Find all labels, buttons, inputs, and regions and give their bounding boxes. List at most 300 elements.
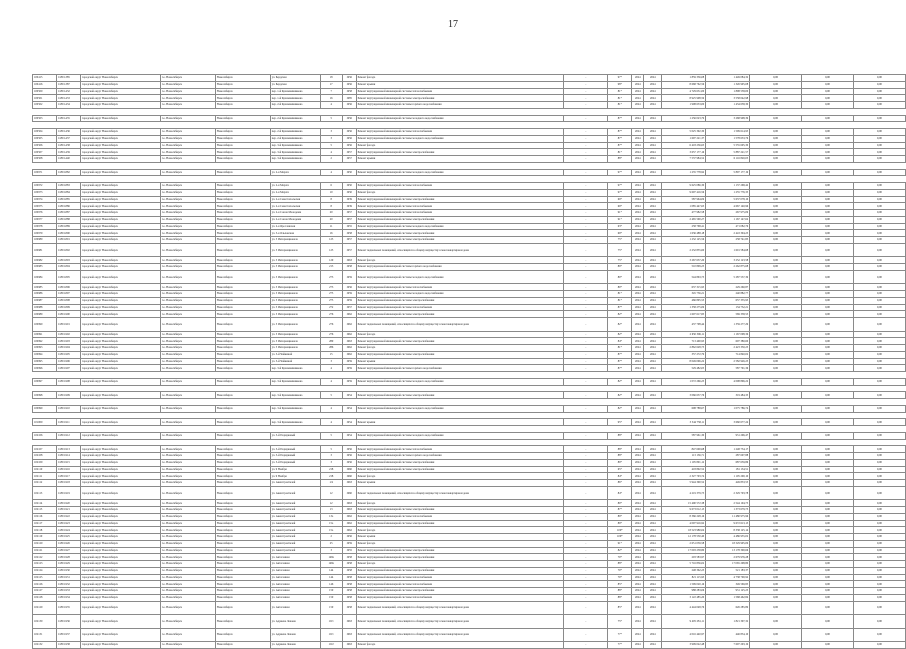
- col-dash: -: [564, 230, 608, 237]
- col-fund-2: 0,00: [802, 95, 854, 102]
- col-dash: -: [564, 203, 608, 210]
- col-code: 11891.904: [56, 345, 80, 352]
- col-house: 18: [320, 75, 342, 82]
- col-work-type: Ремонт подвальных помещений, относящихся к общему имуществу в многоквартирном доме: [356, 486, 564, 500]
- table-row: [33, 581, 906, 588]
- col-fund-1: 0,00: [750, 88, 802, 95]
- col-locality: Новосибирск: [215, 81, 270, 88]
- col-plan-start: 2024: [632, 102, 644, 109]
- col-street: ул. Авиастроителей: [270, 500, 320, 507]
- col-house: 10/2: [320, 642, 342, 649]
- col-work-type: Ремонт внутридомовой инженерной системы электроснабжения: [356, 547, 564, 554]
- col-dash: -: [564, 284, 608, 291]
- col-house: 5: [320, 115, 342, 122]
- col-wear: 69*: [608, 230, 632, 237]
- col-amount: 3 252 123,58: [706, 257, 750, 264]
- col-municipality: городской округ Новосибирск: [80, 513, 160, 520]
- col-plan-end: 2024: [644, 547, 662, 554]
- col-amount: 240 882,77: [706, 291, 750, 298]
- col-code: 11891.882: [56, 169, 80, 176]
- col-street: ул. Авиастроителей: [270, 540, 320, 547]
- col-cost: 17 093 258,80: [662, 547, 706, 554]
- table-row: [33, 115, 906, 122]
- col-plan-start: 2024: [632, 432, 644, 439]
- col-house: 218: [320, 473, 342, 480]
- col-municipality: городской округ Новосибирск: [80, 459, 160, 466]
- col-district: г.о. Новосибирск: [160, 237, 215, 244]
- col-cost: 1 998 633,00: [662, 102, 706, 109]
- table-row: [33, 230, 906, 237]
- col-work-type: Ремонт внутридомовой инженерной системы электроснабжения: [356, 459, 564, 466]
- col-work-type: Ремонт внутридомовой инженерной системы теплоснабжения: [356, 210, 564, 217]
- table-row: [33, 513, 906, 520]
- col-street: ул. 2-я Марата: [270, 183, 320, 190]
- col-id: 100416: [33, 81, 57, 88]
- col-amount: 287 607,88: [706, 453, 750, 460]
- col-wear: 81*: [608, 291, 632, 298]
- col-municipality: городской округ Новосибирск: [80, 102, 160, 109]
- col-cost: 2 862 628,75: [662, 345, 706, 352]
- col-plan-end: 2024: [644, 365, 662, 372]
- col-wear: 85*: [608, 581, 632, 588]
- col-work-type: Ремонт подвальных помещений, относящихся к общему имуществу в многоквартирном доме: [356, 243, 564, 257]
- col-street: ул. 3 Интернационала: [270, 243, 320, 257]
- col-amount: 471 082,76: [706, 223, 750, 230]
- col-dash: -: [564, 513, 608, 520]
- col-work-type: Ремонт внутридомовой инженерной системы холодного водоснабжения: [356, 270, 564, 284]
- col-municipality: городской округ Новосибирск: [80, 419, 160, 426]
- col-amount: 3 558 042,98: [706, 95, 750, 102]
- col-house: 10: [320, 189, 342, 196]
- col-wear: 97*: [608, 75, 632, 82]
- col-fund-3: 0,00: [853, 392, 905, 399]
- col-year: 1963: [342, 615, 356, 629]
- col-amount: 134 732,21: [706, 304, 750, 311]
- col-locality: Новосибирск: [215, 297, 270, 304]
- col-fund-2: 0,00: [802, 102, 854, 109]
- col-dash: -: [564, 156, 608, 163]
- table-row: [33, 129, 906, 136]
- spacer-cell: [33, 385, 906, 392]
- col-amount: 521 183,37: [706, 567, 750, 574]
- col-id: 102116: [33, 513, 57, 520]
- col-plan-end: 2024: [644, 466, 662, 473]
- col-plan-start: 2024: [632, 581, 644, 588]
- table-row: [33, 358, 906, 365]
- col-municipality: городской округ Новосибирск: [80, 284, 160, 291]
- col-amount: 5 897 177,19: [706, 169, 750, 176]
- col-year: 1956: [342, 284, 356, 291]
- col-fund-2: 0,00: [802, 156, 854, 163]
- col-year: 1958: [342, 594, 356, 601]
- col-fund-2: 0,00: [802, 338, 854, 345]
- col-code: 11891.894: [56, 264, 80, 271]
- col-street: пер. 3-й Крашенинникова: [270, 365, 320, 372]
- col-code: 11891.935: [56, 601, 80, 615]
- col-plan-start: 2024: [632, 615, 644, 629]
- col-fund-3: 0,00: [853, 115, 905, 122]
- col-wear: 77*: [608, 642, 632, 649]
- col-id: 100986: [33, 291, 57, 298]
- col-work-type: Ремонт фасада: [356, 142, 564, 149]
- col-cost: 5 716 836,02: [662, 561, 706, 568]
- col-work-type: Ремонт внутридомовой инженерной системы теплоснабжения: [356, 129, 564, 136]
- col-dash: -: [564, 453, 608, 460]
- col-fund-2: 0,00: [802, 284, 854, 291]
- col-plan-start: 2024: [632, 223, 644, 230]
- col-municipality: городской округ Новосибирск: [80, 466, 160, 473]
- col-house: 2: [320, 156, 342, 163]
- col-plan-start: 2024: [632, 243, 644, 257]
- table-row: [33, 291, 906, 298]
- col-street: ул. Адриена Лежена: [270, 615, 320, 629]
- col-fund-1: 0,00: [750, 642, 802, 649]
- col-fund-3: 0,00: [853, 270, 905, 284]
- col-id: 100993: [33, 345, 57, 352]
- col-locality: Новосибирск: [215, 520, 270, 527]
- col-locality: Новосибирск: [215, 196, 270, 203]
- col-municipality: городской округ Новосибирск: [80, 432, 160, 439]
- col-id: 100975: [33, 203, 57, 210]
- col-wear: 81*: [608, 149, 632, 156]
- col-municipality: городской округ Новосибирск: [80, 88, 160, 95]
- col-plan-start: 2024: [632, 331, 644, 338]
- col-plan-end: 2024: [644, 405, 662, 412]
- col-year: 1959: [342, 291, 356, 298]
- col-plan-start: 2024: [632, 196, 644, 203]
- col-district: г.о. Новосибирск: [160, 486, 215, 500]
- col-street: ул. 3 Интернационала: [270, 291, 320, 298]
- col-municipality: городской округ Новосибирск: [80, 81, 160, 88]
- col-cost: 3 122 485,20: [662, 594, 706, 601]
- col-id: 100508: [33, 156, 57, 163]
- col-wear: 81*: [608, 102, 632, 109]
- col-amount: 687 659,86: [706, 459, 750, 466]
- col-plan-start: 2024: [632, 156, 644, 163]
- col-id: 100995: [33, 358, 57, 365]
- col-house: 3: [320, 459, 342, 466]
- col-street: ул. Автогенная: [270, 561, 320, 568]
- col-year: 1958: [342, 88, 356, 95]
- col-fund-2: 0,00: [802, 513, 854, 520]
- col-plan-start: 2024: [632, 453, 644, 460]
- table-row: [33, 270, 906, 284]
- col-fund-1: 0,00: [750, 203, 802, 210]
- col-year: 1959: [342, 297, 356, 304]
- col-fund-2: 0,00: [802, 615, 854, 629]
- col-cost: 1 256 023,79: [662, 115, 706, 122]
- col-fund-1: 0,00: [750, 318, 802, 332]
- col-municipality: городской округ Новосибирск: [80, 169, 160, 176]
- col-code: 11891.929: [56, 561, 80, 568]
- col-street: ул. 3-й Чайкиной: [270, 351, 320, 358]
- col-plan-end: 2024: [644, 534, 662, 541]
- col-work-type: Ремонт внутридомовой инженерной системы электроснабжения: [356, 338, 564, 345]
- col-house: 8: [320, 196, 342, 203]
- col-district: г.о. Новосибирск: [160, 520, 215, 527]
- col-house: 275: [320, 297, 342, 304]
- col-street: ул. 3-й Порядковый: [270, 453, 320, 460]
- col-street: ул. Бердская: [270, 75, 320, 82]
- col-wear: 100*: [608, 534, 632, 541]
- col-house: 1/4: [320, 480, 342, 487]
- col-fund-2: 0,00: [802, 81, 854, 88]
- table-row: [33, 574, 906, 581]
- col-amount: 6 116 820,05: [706, 156, 750, 163]
- col-dash: -: [564, 331, 608, 338]
- table-row: [33, 459, 906, 466]
- col-municipality: городской округ Новосибирск: [80, 338, 160, 345]
- table-row: [33, 419, 906, 426]
- col-id: 100988: [33, 304, 57, 311]
- col-fund-2: 0,00: [802, 88, 854, 95]
- col-wear: 88*: [608, 594, 632, 601]
- col-fund-2: 0,00: [802, 75, 854, 82]
- col-plan-start: 2024: [632, 392, 644, 399]
- col-plan-start: 2024: [632, 270, 644, 284]
- col-fund-3: 0,00: [853, 446, 905, 453]
- col-plan-end: 2024: [644, 561, 662, 568]
- row-spacer: [33, 162, 906, 169]
- col-plan-start: 2024: [632, 446, 644, 453]
- col-work-type: Ремонт внутридомовой инженерной системы теплоснабжения: [356, 304, 564, 311]
- col-amount: 2 423 350,25: [706, 345, 750, 352]
- col-code: 11891.435: [56, 115, 80, 122]
- col-year: 1954: [342, 405, 356, 412]
- col-municipality: городской округ Новосибирск: [80, 230, 160, 237]
- col-locality: Новосибирск: [215, 129, 270, 136]
- col-house: 12: [320, 486, 342, 500]
- col-plan-start: 2024: [632, 520, 644, 527]
- col-amount: 4 667 140,96: [706, 203, 750, 210]
- col-district: г.о. Новосибирск: [160, 297, 215, 304]
- col-work-type: Ремонт внутридомовой инженерной системы электроснабжения: [356, 567, 564, 574]
- col-year: 1956: [342, 135, 356, 142]
- col-plan-end: 2024: [644, 304, 662, 311]
- col-code: 11891.932: [56, 581, 80, 588]
- row-spacer: [33, 439, 906, 446]
- col-locality: Новосибирск: [215, 486, 270, 500]
- col-district: г.о. Новосибирск: [160, 642, 215, 649]
- col-work-type: Ремонт крыши: [356, 358, 564, 365]
- col-fund-2: 0,00: [802, 601, 854, 615]
- col-code: 11891.920: [56, 500, 80, 507]
- col-id: 100982: [33, 257, 57, 264]
- col-year: 1963: [342, 338, 356, 345]
- col-locality: Новосибирск: [215, 358, 270, 365]
- col-dash: -: [564, 642, 608, 649]
- col-wear: 91*: [608, 540, 632, 547]
- col-street: ул. 3 Интернационала: [270, 237, 320, 244]
- col-locality: Новосибирск: [215, 156, 270, 163]
- col-id: 102122: [33, 554, 57, 561]
- col-id: 100994: [33, 351, 57, 358]
- col-work-type: Ремонт фасада: [356, 500, 564, 507]
- col-amount: 8 338 125,14: [706, 527, 750, 534]
- col-wear: 84*: [608, 338, 632, 345]
- col-code: 11891.938: [56, 642, 80, 649]
- col-id: 100507: [33, 149, 57, 156]
- col-locality: Новосибирск: [215, 419, 270, 426]
- col-fund-2: 0,00: [802, 183, 854, 190]
- col-fund-2: 0,00: [802, 453, 854, 460]
- table-row: [33, 284, 906, 291]
- col-plan-start: 2024: [632, 95, 644, 102]
- col-locality: Новосибирск: [215, 561, 270, 568]
- col-street: ул. 3 Интернационала: [270, 257, 320, 264]
- col-fund-2: 0,00: [802, 135, 854, 142]
- col-district: г.о. Новосибирск: [160, 270, 215, 284]
- col-plan-end: 2024: [644, 210, 662, 217]
- col-street: пер. 2-й Крашенинникова: [270, 129, 320, 136]
- col-house: 150: [320, 588, 342, 595]
- col-code: 11891.933: [56, 588, 80, 595]
- col-year: 1963: [342, 628, 356, 642]
- col-year: 1963: [342, 507, 356, 514]
- col-municipality: городской округ Новосибирск: [80, 135, 160, 142]
- col-plan-end: 2024: [644, 81, 662, 88]
- col-plan-end: 2024: [644, 135, 662, 142]
- col-fund-1: 0,00: [750, 446, 802, 453]
- col-locality: Новосибирск: [215, 628, 270, 642]
- col-cost: 5 025 392,30: [662, 129, 706, 136]
- col-id: 100977: [33, 216, 57, 223]
- col-fund-3: 0,00: [853, 264, 905, 271]
- col-fund-1: 0,00: [750, 615, 802, 629]
- col-dash: -: [564, 459, 608, 466]
- col-amount: 229 260,87: [706, 284, 750, 291]
- col-year: 1957: [342, 216, 356, 223]
- col-plan-start: 2024: [632, 318, 644, 332]
- col-district: г.о. Новосибирск: [160, 88, 215, 95]
- col-id: 100987: [33, 297, 57, 304]
- col-code: 11891.934: [56, 594, 80, 601]
- col-municipality: городской округ Новосибирск: [80, 331, 160, 338]
- col-amount: 2 262 875,68: [706, 264, 750, 271]
- col-id: 100972: [33, 183, 57, 190]
- col-district: г.о. Новосибирск: [160, 243, 215, 257]
- row-spacer: [33, 372, 906, 379]
- col-fund-1: 0,00: [750, 291, 802, 298]
- col-code: 11891.917: [56, 473, 80, 480]
- table-row: [33, 75, 906, 82]
- col-house: 275: [320, 291, 342, 298]
- col-dash: -: [564, 378, 608, 385]
- col-house: 15а: [320, 520, 342, 527]
- col-work-type: Ремонт фасада: [356, 561, 564, 568]
- col-amount: 2 443 304,25: [706, 230, 750, 237]
- col-locality: Новосибирск: [215, 432, 270, 439]
- col-fund-3: 0,00: [853, 466, 905, 473]
- col-plan-end: 2024: [644, 567, 662, 574]
- table-row: [33, 304, 906, 311]
- col-wear: 80*: [608, 284, 632, 291]
- table-row: [33, 102, 906, 109]
- col-house: 8: [320, 203, 342, 210]
- col-fund-2: 0,00: [802, 304, 854, 311]
- col-locality: Новосибирск: [215, 142, 270, 149]
- col-cost: 713 400,95: [662, 338, 706, 345]
- col-municipality: городской округ Новосибирск: [80, 237, 160, 244]
- col-id: 102120: [33, 540, 57, 547]
- col-fund-3: 0,00: [853, 291, 905, 298]
- col-dash: -: [564, 358, 608, 365]
- col-dash: -: [564, 594, 608, 601]
- col-work-type: Ремонт внутридомовой инженерной системы холодного водоснабжения: [356, 378, 564, 385]
- col-house: 4: [320, 169, 342, 176]
- col-id: 102123: [33, 561, 57, 568]
- col-house: 4: [320, 378, 342, 385]
- col-fund-1: 0,00: [750, 264, 802, 271]
- col-amount: 1 105 200,10: [706, 473, 750, 480]
- col-municipality: городской округ Новосибирск: [80, 500, 160, 507]
- col-district: г.о. Новосибирск: [160, 527, 215, 534]
- col-municipality: городской округ Новосибирск: [80, 574, 160, 581]
- col-year: 1958: [342, 574, 356, 581]
- col-street: пер. 3-й Крашенинникова: [270, 156, 320, 163]
- col-cost: 8 049 096,22: [662, 358, 706, 365]
- col-municipality: городской округ Новосибирск: [80, 183, 160, 190]
- col-municipality: городской округ Новосибирск: [80, 540, 160, 547]
- col-work-type: Ремонт внутридомовой инженерной системы электроснабжения: [356, 520, 564, 527]
- col-work-type: Ремонт внутридомовой инженерной системы теплоснабжения: [356, 581, 564, 588]
- col-amount: 587 791,36: [706, 365, 750, 372]
- col-street: ул. 9 Ноября: [270, 466, 320, 473]
- col-code: 11891.925: [56, 534, 80, 541]
- col-municipality: городской округ Новосибирск: [80, 453, 160, 460]
- col-plan-end: 2024: [644, 270, 662, 284]
- col-code: 11891.921: [56, 507, 80, 514]
- col-code: 11891.440: [56, 156, 80, 163]
- table-row: [33, 466, 906, 473]
- table-row: [33, 196, 906, 203]
- col-work-type: Ремонт внутридомовой инженерной системы электроснабжения: [356, 588, 564, 595]
- col-amount: 1 137 268,42: [706, 183, 750, 190]
- col-wear: 91*: [608, 216, 632, 223]
- col-plan-end: 2024: [644, 588, 662, 595]
- col-district: г.о. Новосибирск: [160, 95, 215, 102]
- col-street: ул. 3 Интернационала: [270, 338, 320, 345]
- col-id: 102107: [33, 446, 57, 453]
- col-wear: 70*: [608, 574, 632, 581]
- col-id: 102126: [33, 581, 57, 588]
- col-dash: -: [564, 540, 608, 547]
- table-row: [33, 189, 906, 196]
- col-fund-1: 0,00: [750, 351, 802, 358]
- col-plan-end: 2024: [644, 183, 662, 190]
- table-row: [33, 237, 906, 244]
- col-house: 280: [320, 338, 342, 345]
- col-work-type: Ремонт внутридомовой инженерной системы электроснабжения: [356, 351, 564, 358]
- table-row: [33, 183, 906, 190]
- col-street: ул. Автогенная: [270, 554, 320, 561]
- col-cost: 1 105 801,12: [662, 459, 706, 466]
- col-amount: 2 679 976,28: [706, 554, 750, 561]
- table-row: [33, 378, 906, 385]
- col-fund-2: 0,00: [802, 392, 854, 399]
- col-wear: 88*: [608, 446, 632, 453]
- col-id: 100973: [33, 189, 57, 196]
- col-work-type: Ремонт фасада: [356, 473, 564, 480]
- table-row: [33, 480, 906, 487]
- col-plan-end: 2024: [644, 446, 662, 453]
- col-amount: 626 285,89: [706, 601, 750, 615]
- row-spacer: [33, 176, 906, 183]
- col-locality: Новосибирск: [215, 392, 270, 399]
- col-district: г.о. Новосибирск: [160, 554, 215, 561]
- col-cost: 698 788,67: [662, 405, 706, 412]
- table-row: [33, 331, 906, 338]
